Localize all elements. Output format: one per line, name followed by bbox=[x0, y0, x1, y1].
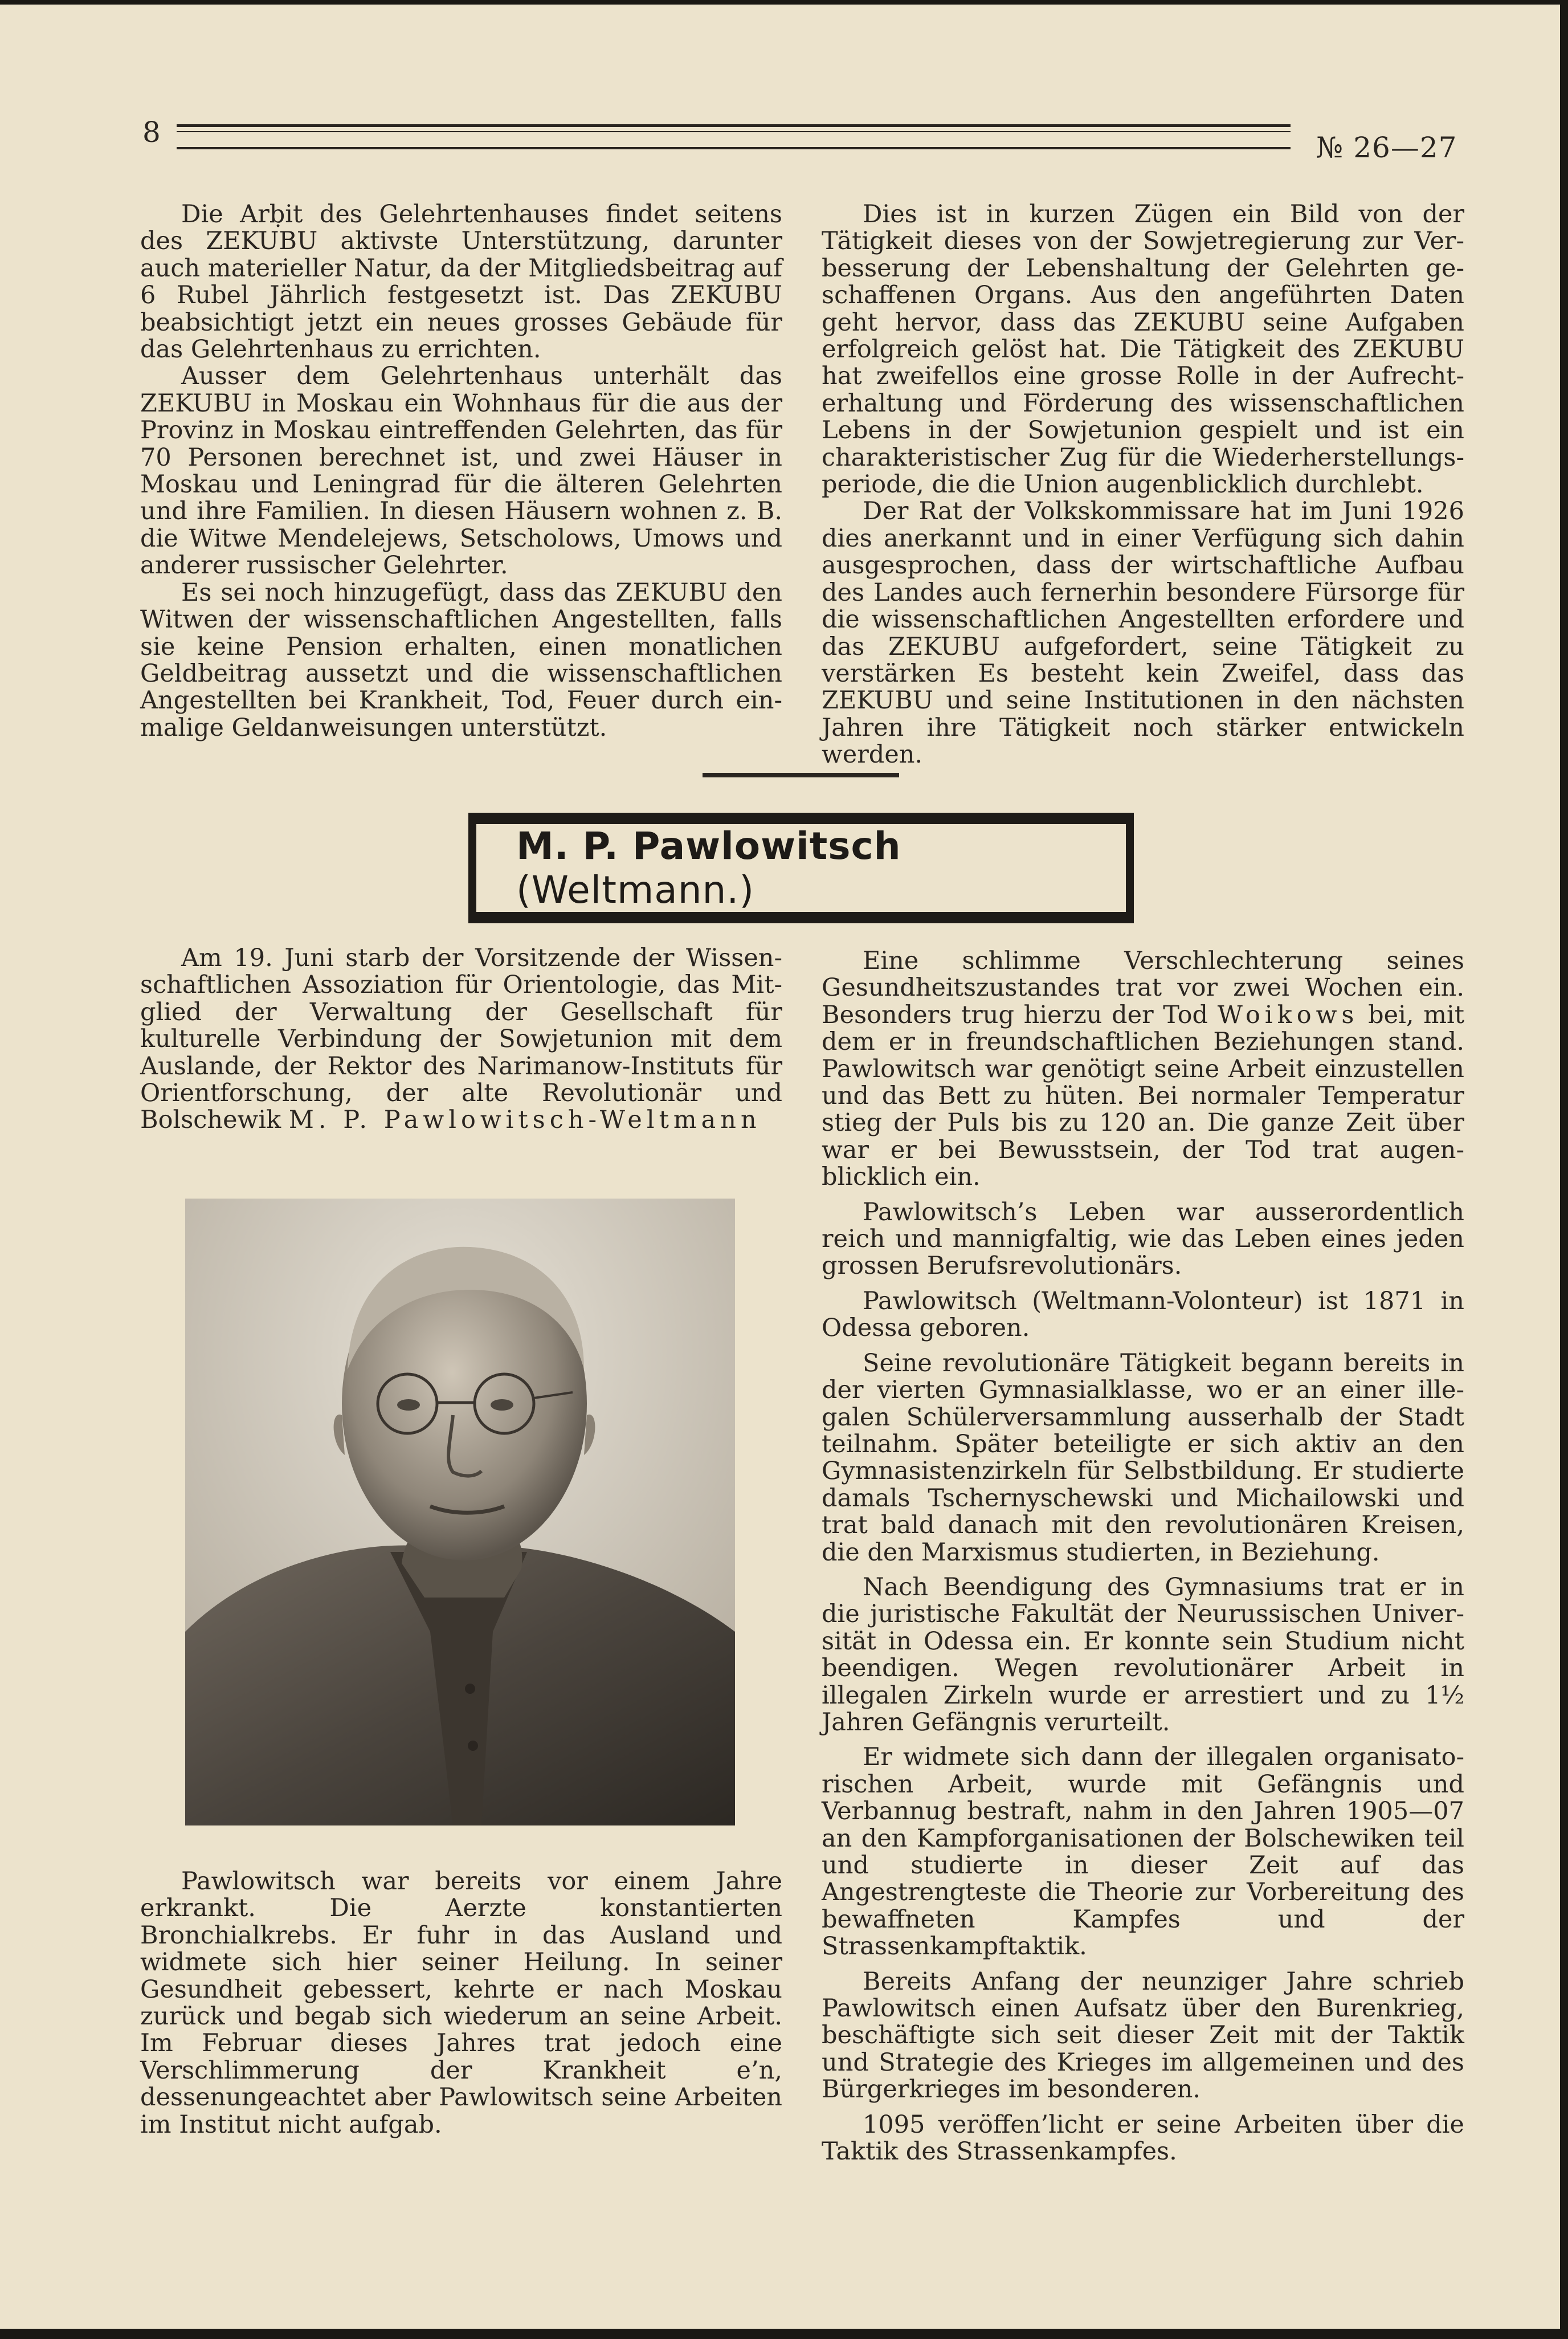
paragraph: Ausser dem Gelehrtenhaus unterhält das ZEKUBU in Moskau ein Wohnhaus für die aus der Provinz in Moskau eintreffenden Gelehrten, das für 70 Personen berechnet ist, und zwei Häuser in Moskau und Leningrad für die älteren Gelehrten und ihre Familien. In diesen Häusern wohnen z. B. die Witwe Mendelejews, Setscholows, Umows und anderer russischer Gelehrter. bbox=[140, 362, 782, 580]
header-rule-lower bbox=[177, 147, 1291, 149]
magazine-page bbox=[0, 5, 1560, 2329]
paragraph: Seine revolutionäre Tätigkeit begann bereits in der vierten Gymnasialklasse, wo er an einer illegalen Schülerversammlung ausserhalb der Stadt teilnahm. Später beteiligte er sich aktiv an den Gymnasistenzirkeln für Selbstbildung. Er studierte damals Tschernyschewski und Michailowski und trat bald danach mit den revolutionären Kreisen, die den Marxismus studierten, in Beziehung. bbox=[822, 1348, 1464, 1567]
top-left-column bbox=[140, 201, 782, 741]
paragraph: Nach Beendigung des Gymnasiums trat er in die juristische Fakultät der Neurussischen Universität in Odessa ein. Er konnte sein Studium nicht beendigen. Wegen revolutionärer Arbeit in illegalen Zirkeln wurde er arrestiert und zu 1½ Jahren Gefängnis verurteilt. bbox=[822, 1572, 1464, 1737]
paragraph: Bereits Anfang der neunziger Jahre schrieb Pawlowitsch einen Aufsatz über den Burenkrieg, beschäftigte sich seit dieser Zeit mit der Taktik und Strategie des Krieges im allgemeinen und des Bürgerkrieges im besonderen. bbox=[822, 1967, 1464, 2104]
article-title bbox=[516, 824, 1126, 912]
header-rule-thin bbox=[177, 131, 1291, 132]
paragraph: Es sei noch hinzugefügt, dass das ZEKUBU den Witwen der wissenschaftlichen Angestellten, falls sie keine Pension erhalten, einen monatlichen Geldbeitrag aussetzt und die wissenschaftlichen Angestellten bei Krankheit, Tod, Feuer durch einmalige Geldanweisungen unterstützt. bbox=[140, 578, 782, 742]
paragraph: Die Arḅit des Gelehrtenhauses findet seitens des ZEKUBU aktivste Unterstützung, darunter auch materieller Natur, da der Mitgliedsbeitrag auf 6 Rubel Jährlich festgesetzt ist. Das ZEKUBU beabsichtigt jetzt ein neues grosses Gebäude für das Gelehrtenhaus zu errichten. bbox=[140, 200, 782, 364]
paragraph: Pawlowitsch (Weltmann-Volonteur) ist 1871 in Odessa geboren. bbox=[822, 1286, 1464, 1343]
section-divider bbox=[703, 773, 899, 777]
bottom-left-column bbox=[140, 1868, 782, 2138]
paragraph: Pawlowitsch war bereits vor einem Jahre erkrankt. Die Aerzte konstantierten Bronchialkrebs. Er fuhr in das Ausland und widmete sich hier seiner Heilung. In seiner Gesundheit gebessert, kehrte er nach Moskau zurück und begab sich wiederum an seine Arbeit. Im Februar dieses Jahres trat jedoch eine Verschlimmerung der Krankheit e’n, dessenungeachtet aber Pawlowitsch seine Arbeiten im Institut nicht aufgab. bbox=[140, 1867, 782, 2139]
article-intro bbox=[140, 945, 782, 1134]
intro-text: Am 19. Juni starb der Vorsitzende der Wissenschaftlichen Assoziation für Orientologie, das Mitglied der Verwaltung der Gesellschaft für kulturelle Verbindung der Sowjetunion mit dem Auslande, der Rektor des Narimanow-Instituts für Orientforschung, der alte Revolutionär und Bolschewik bbox=[140, 944, 782, 1135]
paragraph bbox=[822, 948, 1464, 1191]
page-number: 8 bbox=[142, 116, 161, 149]
issue-number: № 26—27 bbox=[1316, 131, 1457, 164]
intro-paragraph bbox=[140, 945, 782, 1134]
top-right-column bbox=[822, 201, 1464, 769]
bottom-right-column bbox=[822, 948, 1464, 2165]
paragraph: 1095 veröffen’licht er seine Arbeiten über die Taktik des Strassenkampfes. bbox=[822, 2110, 1464, 2166]
portrait-illustration bbox=[185, 1199, 735, 1825]
paragraph: Der Rat der Volkskommissare hat im Juni 1926 dies anerkannt und in einer Verfügung sich dahin ausgesprochen, dass der wirtschaftliche Aufbau des Landes auch fernerhin besondere Fürsorge für die wissenschaftlichen Angestellten erfordere und das ZEKUBU aufgefordert, seine Tätigkeit zu verstärken Es besteht kein Zweifel, dass das ZEKUBU und seine Institutionen in den nächsten Jahren ihre Tätigkeit noch stärker entwickeln werden. bbox=[822, 497, 1464, 769]
intro-name: M. P. Pawlowitsch-Weltmann bbox=[288, 1106, 761, 1135]
paragraph-text: Eine schlimme Verschlechterung seines Gesundheitszustandes trat vor zwei Wochen ein. Besonders trug hierzu der Tod bbox=[822, 947, 1464, 1029]
paragraph: Er widmete sich dann der illegalen organisatorischen Arbeit, wurde mit Gefängnis und Verbannug bestraft, nahm in den Jahren 1905—07 an den Kampforganisationen der Bolschewiken teil und studierte in dieser Zeit auf das Angestrengteste die Theorie zur Vorbereitung des bewaffneten Kampfes und der Strassenkampftaktik. bbox=[822, 1743, 1464, 1961]
paragraph: Dies ist in kurzen Zügen ein Bild von der Tätigkeit dieses von der Sowjetregierung zur Verbesserung der Lebenshaltung der Gelehrten geschaffenen Organs. Aus den angeführten Daten geht hervor, dass das ZEKUBU seine Aufgaben erfolgreich gelöst hat. Die Tätigkeit des ZEKUBU hat zweifellos eine grosse Rolle in der Aufrechterhaltung und Förderung des wissenschaftlichen Lebens in der Sowjetunion gespielt und ist ein charakteristischer Zug für die Wiederherstellungsperiode, die die Union augenblicklich durchlebt. bbox=[822, 200, 1464, 499]
header-rule bbox=[177, 124, 1291, 127]
name-woikows: Woikows bbox=[1217, 1000, 1359, 1029]
portrait-photo bbox=[185, 1199, 735, 1825]
paragraph-text: bei, mit dem er in freundschaftlichen Beziehungen stand. Pawlowitsch war genötigt seine Arbeit einzustellen und das Bett zu hüten. Bei normaler Temperatur stieg der Puls bis zu 120 an. Die ganze Zeit über war er bei Bewusstsein, der Tod trat augenblicklich ein. bbox=[822, 1000, 1465, 1192]
paragraph: Pawlowitsch’s Leben war ausserordentlich reich und mannigfaltig, wie das Leben eines jeden grossen Berufsrevolutionärs. bbox=[822, 1197, 1464, 1281]
article-title-paren: (Weltmann.) bbox=[516, 868, 755, 912]
article-title-box bbox=[468, 813, 1134, 923]
article-title-name: M. P. Pawlowitsch bbox=[516, 824, 901, 868]
